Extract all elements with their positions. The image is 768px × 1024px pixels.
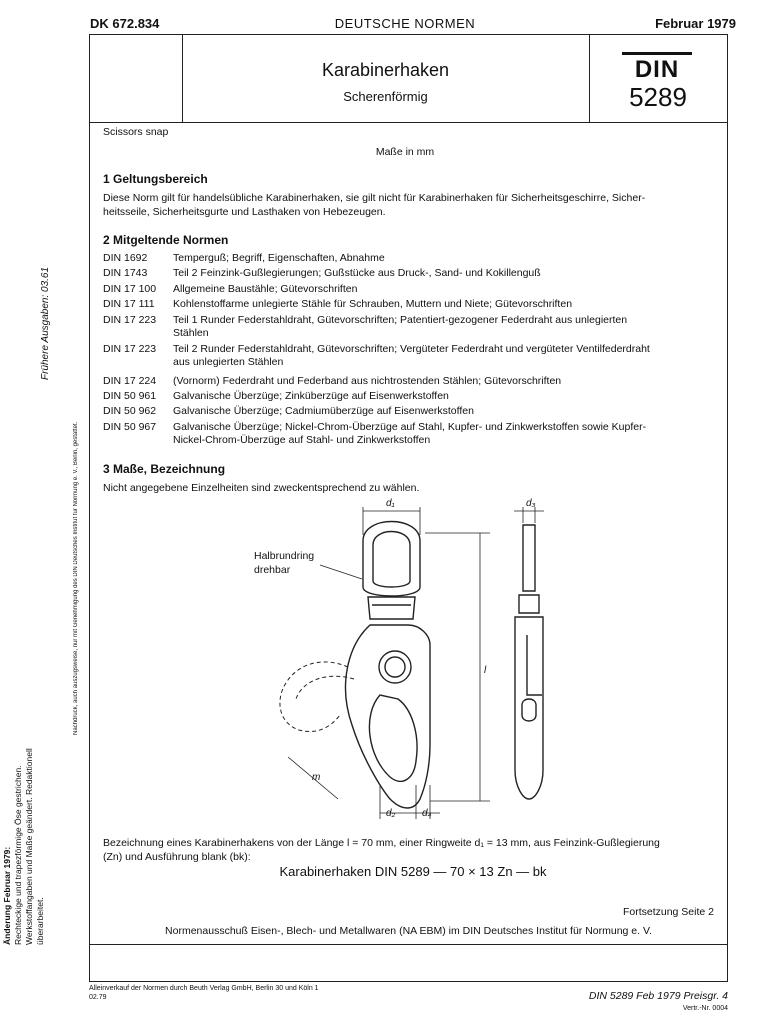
header-divider: [89, 122, 728, 123]
reference-text: Nickel-Chrom-Überzüge auf Stahl- und Zinkwerkstoffen: [173, 434, 431, 446]
dim-m-label: m: [312, 772, 321, 783]
dim-l-label: l: [484, 665, 487, 676]
section-1-heading: 1 Geltungsbereich: [103, 172, 208, 186]
standard-number: 5289: [629, 82, 687, 112]
side-view-slot: [522, 699, 536, 721]
reference-text: (Vornorm) Federdraht und Federband aus nichtrostenden Stählen; Gütevorschriften: [173, 375, 562, 387]
swivel-collar: [368, 597, 415, 619]
section-3-heading: 3 Maße, Bezeichnung: [103, 462, 226, 476]
reference-code: DIN 17 100: [103, 283, 157, 295]
section-2-heading: 2 Mitgeltende Normen: [103, 233, 229, 247]
reference-text: Galvanische Überzüge; Zinküberzüge auf Eisenwerkstoffen: [173, 390, 449, 402]
dim-d3-label: d₃: [526, 498, 536, 509]
side-view-body: [515, 617, 543, 799]
footer-divider: [89, 944, 728, 945]
reference-code: DIN 17 223: [103, 314, 157, 326]
reference-text: Galvanische Überzüge; Cadmiumüberzüge auf Eisenwerkstoffen: [173, 405, 474, 417]
reference-text: Temperguß; Begriff, Eigenschaften, Abnahme: [173, 252, 385, 264]
designation-example: Karabinerhaken DIN 5289 — 70 × 13 Zn — bk: [279, 864, 547, 879]
change-note-line-3: überarbeitet.: [35, 897, 45, 945]
side-view-ring: [523, 525, 535, 591]
change-note-line-2: Werkstoffangaben und Maße geändert. Redaktionell: [24, 748, 34, 945]
series-label: DEUTSCHE NORMEN: [334, 16, 476, 31]
footer-reference: DIN 5289 Feb 1979 Preisgr. 4: [588, 990, 728, 1002]
side-view-collar: [519, 595, 539, 613]
din-logo: DIN: [612, 52, 702, 84]
reference-text: Stählen: [173, 327, 209, 339]
reprint-notice: Nachdruck, auch auszugsweise, nur mit Genehmigung des DIN Deutsches Institut für Normung e. V., Berlin, gestattet.: [73, 421, 79, 735]
dim-d4-label: d₄: [422, 808, 432, 819]
ring-label-line-1: Halbrundring: [254, 550, 315, 562]
page-title: Karabinerhaken: [321, 60, 450, 80]
issue-date: Februar 1979: [655, 16, 736, 31]
reference-code: DIN 17 111: [103, 298, 155, 310]
reference-text: Teil 2 Runder Federstahldraht, Gütevorschriften; Vergüteter Federdraht und vergüteter Ventilfederdraht: [173, 343, 650, 355]
designation-line-1: Bezeichnung eines Karabinerhakens von der Länge l = 70 mm, einer Ringweite d₁ = 13 mm, aus Feinzink-Gußlegierung: [103, 837, 660, 849]
swivel-ring-outline: [363, 522, 420, 597]
continuation-note: Fortsetzung Seite 2: [622, 906, 714, 918]
committee-line: Normenausschuß Eisen-, Blech- und Metallwaren (NA EBM) im DIN Deutsches Institut für Normung e. V.: [165, 925, 652, 937]
reference-code: DIN 50 961: [103, 390, 157, 402]
reference-code: DIN 17 223: [103, 343, 157, 355]
page-subtitle: Scherenförmig: [343, 89, 428, 104]
pivot-bolt: [379, 651, 411, 683]
designation-line-2: (Zn) und Ausführung blank (bk):: [103, 851, 251, 863]
gate-open-position: [280, 662, 348, 732]
reference-text: aus unlegierten Stählen: [173, 356, 284, 368]
reference-text: Galvanische Überzüge; Nickel-Chrom-Überzüge auf Stahl, Kupfer- und Zinkwerkstoffen sowie Kupfer-: [173, 421, 647, 433]
ring-label-line-2: drehbar: [254, 564, 291, 576]
reference-code: DIN 50 962: [103, 405, 157, 417]
reference-code: DIN 17 224: [103, 375, 157, 387]
snap-hook-drawing: [230, 495, 610, 830]
section-1-line-2: heitsseile, Sicherheitsgurte und Lasthaken von Hebezeugen.: [103, 206, 386, 218]
reference-code: DIN 1743: [103, 267, 148, 279]
reference-text: Teil 2 Feinzink-Gußlegierungen; Gußstücke aus Druck-, Sand- und Kokillenguß: [173, 267, 541, 279]
footer-vertr: Vertr.-Nr. 0004: [682, 1005, 728, 1012]
hook-eye: [369, 695, 417, 781]
change-note-line-1: Rechteckige und trapezförmige Öse gestrichen.: [13, 765, 23, 945]
reference-text: Teil 1 Runder Federstahldraht, Gütevorschriften; Patentiert-gezogener Federdraht aus unlegierten: [173, 314, 628, 326]
reference-text: Kohlenstoffarme unlegierte Stähle für Schrauben, Muttern und Niete; Gütevorschriften: [173, 298, 573, 310]
units-note: Maße in mm: [375, 146, 435, 158]
change-note-title: Änderung Februar 1979:: [2, 846, 12, 945]
reference-code: DIN 50 967: [103, 421, 157, 433]
reference-code: DIN 1692: [103, 252, 148, 264]
reference-text: Allgemeine Baustähle; Gütevorschriften: [173, 283, 358, 295]
dim-d2-label: d₂: [386, 808, 396, 819]
section-3-intro: Nicht angegebene Einzelheiten sind zweckentsprechend zu wählen.: [103, 482, 420, 494]
sales-code: 02.79: [89, 994, 107, 1001]
section-1-line-1: Diese Norm gilt für handelsübliche Karabinerhaken, sie gilt nicht für Karabinerhaken für Sicherheitsgeschirre, Sicher-: [103, 192, 646, 204]
doc-classification: DK 672.834: [90, 16, 160, 31]
dim-d1-label: d₁: [386, 498, 395, 509]
swivel-ring-inner: [373, 532, 410, 588]
sales-note: Alleinverkauf der Normen durch Beuth Verlag GmbH, Berlin 30 und Köln 1: [89, 985, 319, 992]
earlier-editions-note: Frühere Ausgaben: 03.61: [40, 266, 51, 380]
english-title: Scissors snap: [103, 126, 169, 138]
